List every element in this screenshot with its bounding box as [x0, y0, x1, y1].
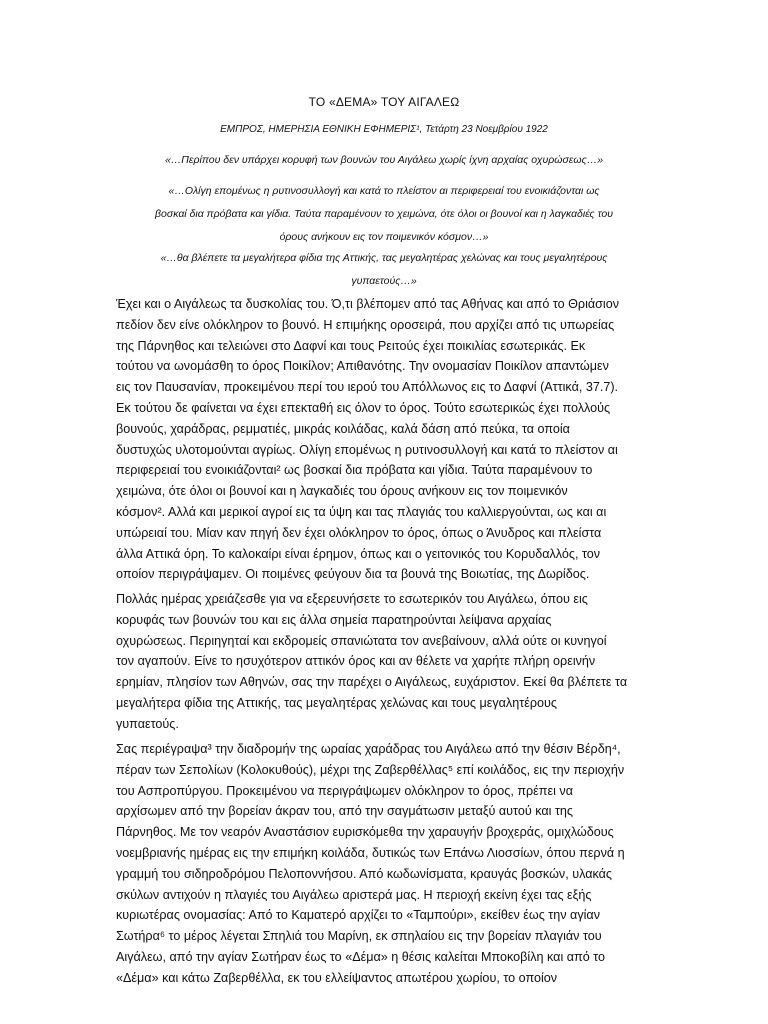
epigraph-quote-1: [120, 149, 648, 172]
text-line: Έχει και ο Αιγάλεως τα δυσκολίας του. Ό,τι βλέπομεν από τας Αθήνας και από το Θριάσιον: [116, 297, 620, 311]
text-line: κόσμον². Αλλά και μερικοί αγροί εις τα ύψη και τας πλαγιάς του καλλιεργούνται, ως και αι: [116, 504, 607, 519]
quote-line: «…Ολίγη επομένως η ρυτινοσυλλογή και κατά το πλείστον αι περιφερειαί του ενοικιάζονται ως: [168, 185, 600, 197]
article-title: ΤΟ «ΔΕΜΑ» ΤΟΥ ΑΙΓΑΛΕΩ: [308, 95, 460, 109]
quote-line: όρους ανήκουν εις τον ποιμενικόν κόσμον…»: [279, 231, 489, 243]
epigraph-quote-3: [120, 247, 648, 293]
text-line: νοεμβριανής ημέρας εις την επιμήκη κοιλάδα, δυτικώς των Επάνω Λιοσσίων, όπου περνά η: [116, 845, 625, 860]
text-line: οχυρώσεως. Περιηγηταί και εκδρομείς σπανιώτατα τον ανεβαίνουν, αλλά ούτε οι κυνηγοί: [116, 633, 607, 648]
text-line: κυριωτέρας ονομασίας: Από το Καματερό αρχίζει το «Ταμπούρι», εκείθεν έως την αγίαν: [116, 908, 600, 923]
text-line: τούτου να ωνομάσθη το όρος Ποικίλον; Απιθανότης. Την ονομασίαν Ποικίλον απαντώμεν: [116, 359, 609, 374]
text-line: υπώρειαί του. Μίαν καν πηγή δεν έχει ολόκληρον το όρος, όπως ο Άνυδρος και πλείστα: [116, 525, 602, 540]
text-line: πεδίον δεν είνε ολόκληρον το βουνό. Η επιμήκης οροσειρά, που αρχίζει από τις υπωρείας: [116, 317, 615, 332]
text-line: της Πάρνηθος και τελειώνει στο Δαφνί και τους Ρειτούς έχει ποικιλίας εσωτερικάς. Εκ: [116, 338, 586, 353]
text-line: Πάρνηθος. Με τον νεαρόν Αναστάσιον ευρισκόμεθα την χαραυγήν βροχεράς, ομιχλώδους: [116, 825, 614, 840]
epigraph-quote-2: [120, 180, 648, 249]
text-line: Αιγάλεω, από την αγίαν Σωτήραν έως το «Δέμα» η θέσις καλείται Μποκοβίλη και από το: [116, 949, 606, 964]
text-line: οποίον περιγράψαμεν. Οι ποιμένες φεύγουν δια τα βουνά της Βοιωτίας, της Δωρίδος.: [116, 567, 590, 582]
text-line: μεγαλήτερα φίδια της Αττικής, τας μεγαλητέρας χελώνας και τους μεγαλητέρους: [116, 695, 557, 710]
text-line: Σας περιέγραψα³ την διαδρομήν της ωραίας χαράδρας του Αιγάλεω από την θέσιν Βέρδη⁴,: [116, 742, 621, 756]
text-line: Σωτήρα⁶ το μέρος λέγεται Σπηλιά του Μαρίνη, εκ σπηλαίου εις την βορείαν πλαγιάν του: [116, 929, 602, 944]
text-line: σκύλων αντιχούν η πλαγιές του Αιγάλεω αριστερά μας. Η περιοχή εκείνη έχει τας εξής: [116, 887, 592, 902]
text-line: Εκ τούτου δε φαίνεται να έχει επεκταθή εις όλον το όρος. Τούτο εσωτερικώς έχει πολλούς: [116, 400, 611, 415]
text-line: Πολλάς ημέρας χρειάζεσθε για να εξερευνήσετε το εσωτερικόν του Αιγάλεω, όπου εις: [116, 592, 588, 606]
quote-line: «…Περίπου δεν υπάρχει κορυφή των βουνών του Αιγάλεω χωρίς ίχνη αρχαίας οχυρώσεως…»: [164, 154, 604, 166]
text-line: δυστυχώς υλοτομούνται αγρίως. Ολίγη επομένως η ρυτινοσυλλογή και κατά το πλείστον αι: [116, 442, 618, 457]
quote-line: «…θα βλέπετε τα μεγαλήτερα φίδια της Αττικής, τας μεγαλητέρας χελώνας και τους μεγαλητέρους: [160, 252, 608, 264]
text-line: γραμμή του σιδηροδρόμου Πελοποννήσου. Από κωδωνίσματα, κραυγάς βοσκών, υλακάς: [116, 866, 612, 881]
text-line: περιφερειαί του ενοικιάζονται² ως βοσκαί δια πρόβατα και γίδια. Ταύτα παραμένουν το: [116, 463, 593, 478]
body-paragraph-3: [116, 739, 652, 989]
text-line: γυπαετούς.: [116, 716, 179, 731]
body-paragraph-2: [116, 589, 652, 735]
text-line: «Δέμα» και κάτω Ζαβερθέλλα, εκ του ελλείψαντος απωτέρου χωρίου, το οποίον: [116, 970, 558, 985]
text-line: πέραν των Σεπολίων (Κολοκυθούς), μέχρι της Ζαβερθέλλας⁵ επί κοιλάδος, εις την περιοχήν: [116, 762, 625, 777]
text-line: εις τον Παυσανίαν, προκειμένου περί του ιερού του Απόλλωνος εις το Δαφνί (Αττικά, 37.7).: [116, 380, 619, 395]
text-line: άλλα Αττικά όρη. Το καλοκαίρι είναι έρημον, όπως και ο γειτονικός του Κορυδαλλός, τον: [116, 546, 601, 561]
text-line: τον αγαπούν. Είνε το ησυχότερον αττικόν όρος και αν θέλετε να χαρήτε πλήρη ορεινήν: [116, 654, 596, 669]
text-line: αρχίσωμεν από την βορείαν άκραν του, από την σαγμάτωσιν μεταξύ αυτού και της: [116, 804, 574, 819]
text-line: χειμώνα, ότε όλοι οι βουνοί και η λαγκαδιές του όρους ανήκουν εις τον ποιμενικόν: [116, 484, 568, 499]
source-citation: ΕΜΠΡΟΣ, ΗΜΕΡΗΣΙΑ ΕΘΝΙΚΗ ΕΦΗΜΕΡΙΣ¹, Τετάρτη 23 Νοεμβρίου 1922: [220, 124, 548, 135]
text-line: βουνούς, χαράδρας, ρεμματιές, μικράς κοιλάδας, καλά δάση από πεύκα, τα οποία: [116, 421, 570, 436]
text-line: κορυφάς των βουνών του και εις άλλα σημεία παρατηρούνται λείψανα αρχαίας: [116, 612, 552, 627]
text-line: του Ασπροπύργου. Προκειμένου να περιγράψωμεν ολόκληρον το όρος, πρέπει να: [116, 783, 573, 798]
quote-line: γυπαετούς…»: [351, 275, 417, 287]
text-line: ερημίαν, πλησίον των Αθηνών, σας την παρέχει ο Αιγάλεως, ευχάριστον. Εκεί θα βλέπετε τα: [116, 675, 628, 690]
body-paragraph-1: [116, 294, 652, 585]
quote-line: βοσκαί δια πρόβατα και γίδια. Ταύτα παραμένουν το χειμώνα, ότε όλοι οι βουνοί και η λαγκαδιές του: [155, 208, 613, 220]
